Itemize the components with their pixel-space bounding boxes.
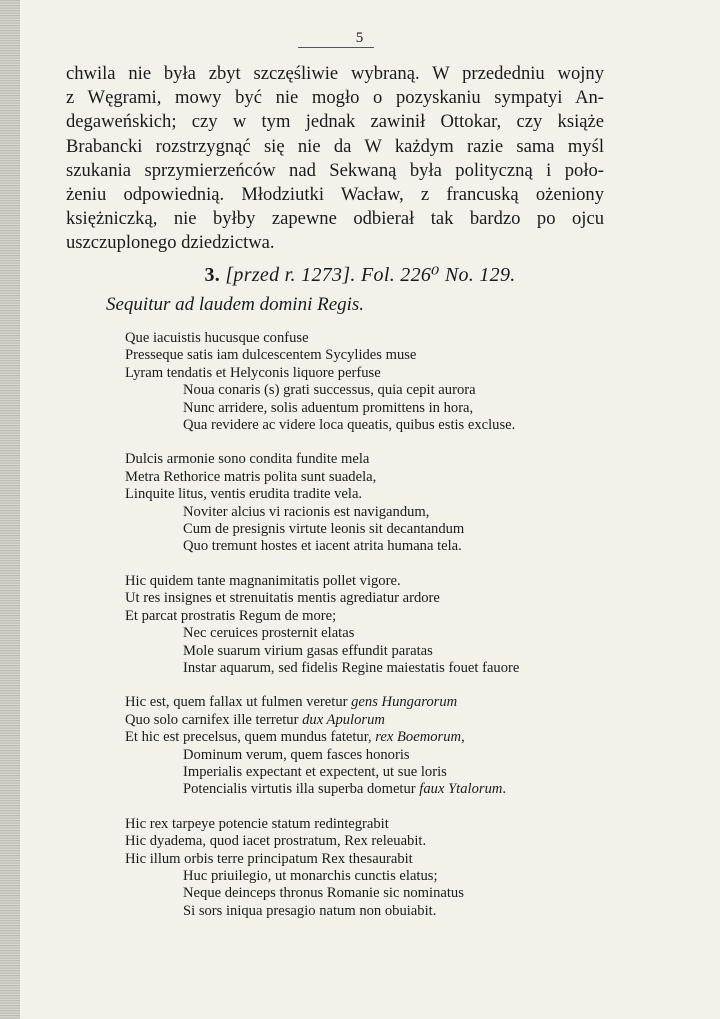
poem-verse: Presseque satis iam dulcescentem Sycylides muse: [125, 347, 417, 364]
poem-verse: Hic dyadema, quod iacet prostratum, Rex releuabit.: [125, 833, 427, 850]
verse-text: Et hic est precelsus, quem mundus fatetur,: [125, 729, 376, 746]
page-number: 5: [355, 30, 365, 46]
poem-verse: Metra Rethorice matris polita sunt suadela,: [125, 468, 377, 485]
poem-verse: [125, 729, 605, 746]
scan-binding-edge: [0, 0, 20, 1019]
poem-verse: Qua revidere ac videre loca queatis, quibus estis exclusе.: [183, 417, 516, 434]
page-number-rule: [298, 47, 374, 48]
verse-emphasis: faux Ytalorum: [419, 781, 503, 798]
document-number: 3.: [204, 264, 221, 286]
poem-verse: Linquite litus, ventis erudita tradite vela.: [125, 486, 363, 503]
verse-text: Imperialis expectant et expectent, ut sue loris: [183, 763, 447, 780]
poem-verse: [125, 712, 605, 729]
poem-verse: Noviter alcius vi racionis est navigandum,: [183, 503, 430, 520]
verse-emphasis: rex Boemorum: [375, 729, 462, 746]
poem-stanza: [125, 330, 605, 434]
poem-verse: [125, 781, 605, 798]
verse-punctuation: ,: [461, 729, 465, 746]
prose-line: żeniu odpowiednią. Młodziutki Wacław, z francuską ożeniony: [66, 184, 604, 206]
prose-line: księżniczką, nie byłby zapewne odbierał tak bardzo po ojcu: [66, 208, 604, 230]
poem-stanza: [125, 816, 605, 920]
poem-stanza: [125, 451, 605, 555]
poem-stanza: [125, 694, 605, 798]
poem-verse: [125, 747, 605, 764]
prose-line: uszczuplonego dziedzictwa.: [66, 232, 275, 254]
verse-punctuation: .: [502, 781, 507, 798]
poem-verse: Quo tremunt hostes et iacent atrita humana tela.: [183, 538, 462, 555]
verse-text: Quo solo carnifex ille terretur: [125, 711, 303, 728]
poem-verse: Mole suarum virium gasas effundit paratas: [183, 642, 433, 659]
prose-line: chwila nie była zbyt szczęśliwie wybraną. W przededniu wojny: [66, 63, 604, 84]
poem: [125, 330, 605, 920]
prose-line: z Węgrami, mowy być nie mogło o pozyskaniu sympatyi An-: [66, 87, 604, 109]
prose-line: szukania sprzymierzeńców nad Sekwaną była polityczną i poło-: [66, 159, 604, 181]
prose-paragraph: [66, 62, 604, 256]
document-date-folio: [przed r. 1273]. Fol. 226⁰ No. 129.: [220, 264, 516, 286]
poem-verse: Lyram tendatis et Helyconis liquore perfuse: [125, 364, 381, 381]
poem-verse: Et parcat prostratis Regum de more;: [125, 607, 337, 624]
poem-verse: Nec ceruices prosternit elatas: [183, 625, 355, 642]
poem-verse: Si sors iniqua presagio natum non obuiabit.: [183, 902, 437, 919]
document-heading: [0, 262, 720, 287]
verse-text: Potencialis virtutis illa superba dometur: [183, 781, 420, 798]
poem-verse: Huc priuilegio, ut monarchis cunctis elatus;: [183, 867, 438, 884]
poem-verse: Nunc arridere, solis aduentum promittens in hora,: [183, 399, 474, 416]
poem-verse: Hic illum orbis terre principatum Rex thesaurabit: [125, 850, 413, 867]
verse-emphasis: gens Hungarorum: [351, 694, 458, 711]
verse-emphasis: dux Apulorum: [302, 711, 385, 728]
poem-verse: Neque deinceps thronus Romanie sic nominatus: [183, 885, 464, 902]
poem-verse: Noua conaris (s) grati successus, quia cepit aurora: [183, 382, 476, 399]
poem-title: Sequitur ad laudem domini Regis.: [106, 294, 365, 315]
poem-stanza: [125, 573, 605, 677]
poem-verse: [125, 694, 605, 711]
poem-verse: Instar aquarum, sed fidelis Regine maiestatis fouet fauore: [183, 659, 520, 676]
verse-text: Dominum verum, quem fasces honoris: [183, 746, 410, 763]
poem-verse: Cum de presignis virtute leonis sit decantandum: [183, 521, 465, 538]
poem-verse: Hic rex tarpeye potencie statum redintegrabit: [125, 815, 389, 832]
poem-verse: [125, 764, 605, 781]
prose-line: Brabancki rozstrzygnąć się nie da W każdym razie sama myśl: [66, 135, 604, 157]
verse-text: Hic est, quem fallax ut fulmen veretur: [125, 694, 352, 711]
prose-line: degaweńskich; czy w tym jednak zawinił Ottokar, czy książe: [66, 111, 604, 133]
poem-verse: Dulcis armonie sono condita fundite mela: [125, 451, 370, 468]
poem-verse: Que iacuistis hucusque confuse: [125, 330, 309, 346]
poem-verse: Hic quidem tante magnanimitatis pollet vigore.: [125, 572, 401, 589]
poem-verse: Ut res insignes et strenuitatis mentis agrediatur ardore: [125, 590, 440, 607]
